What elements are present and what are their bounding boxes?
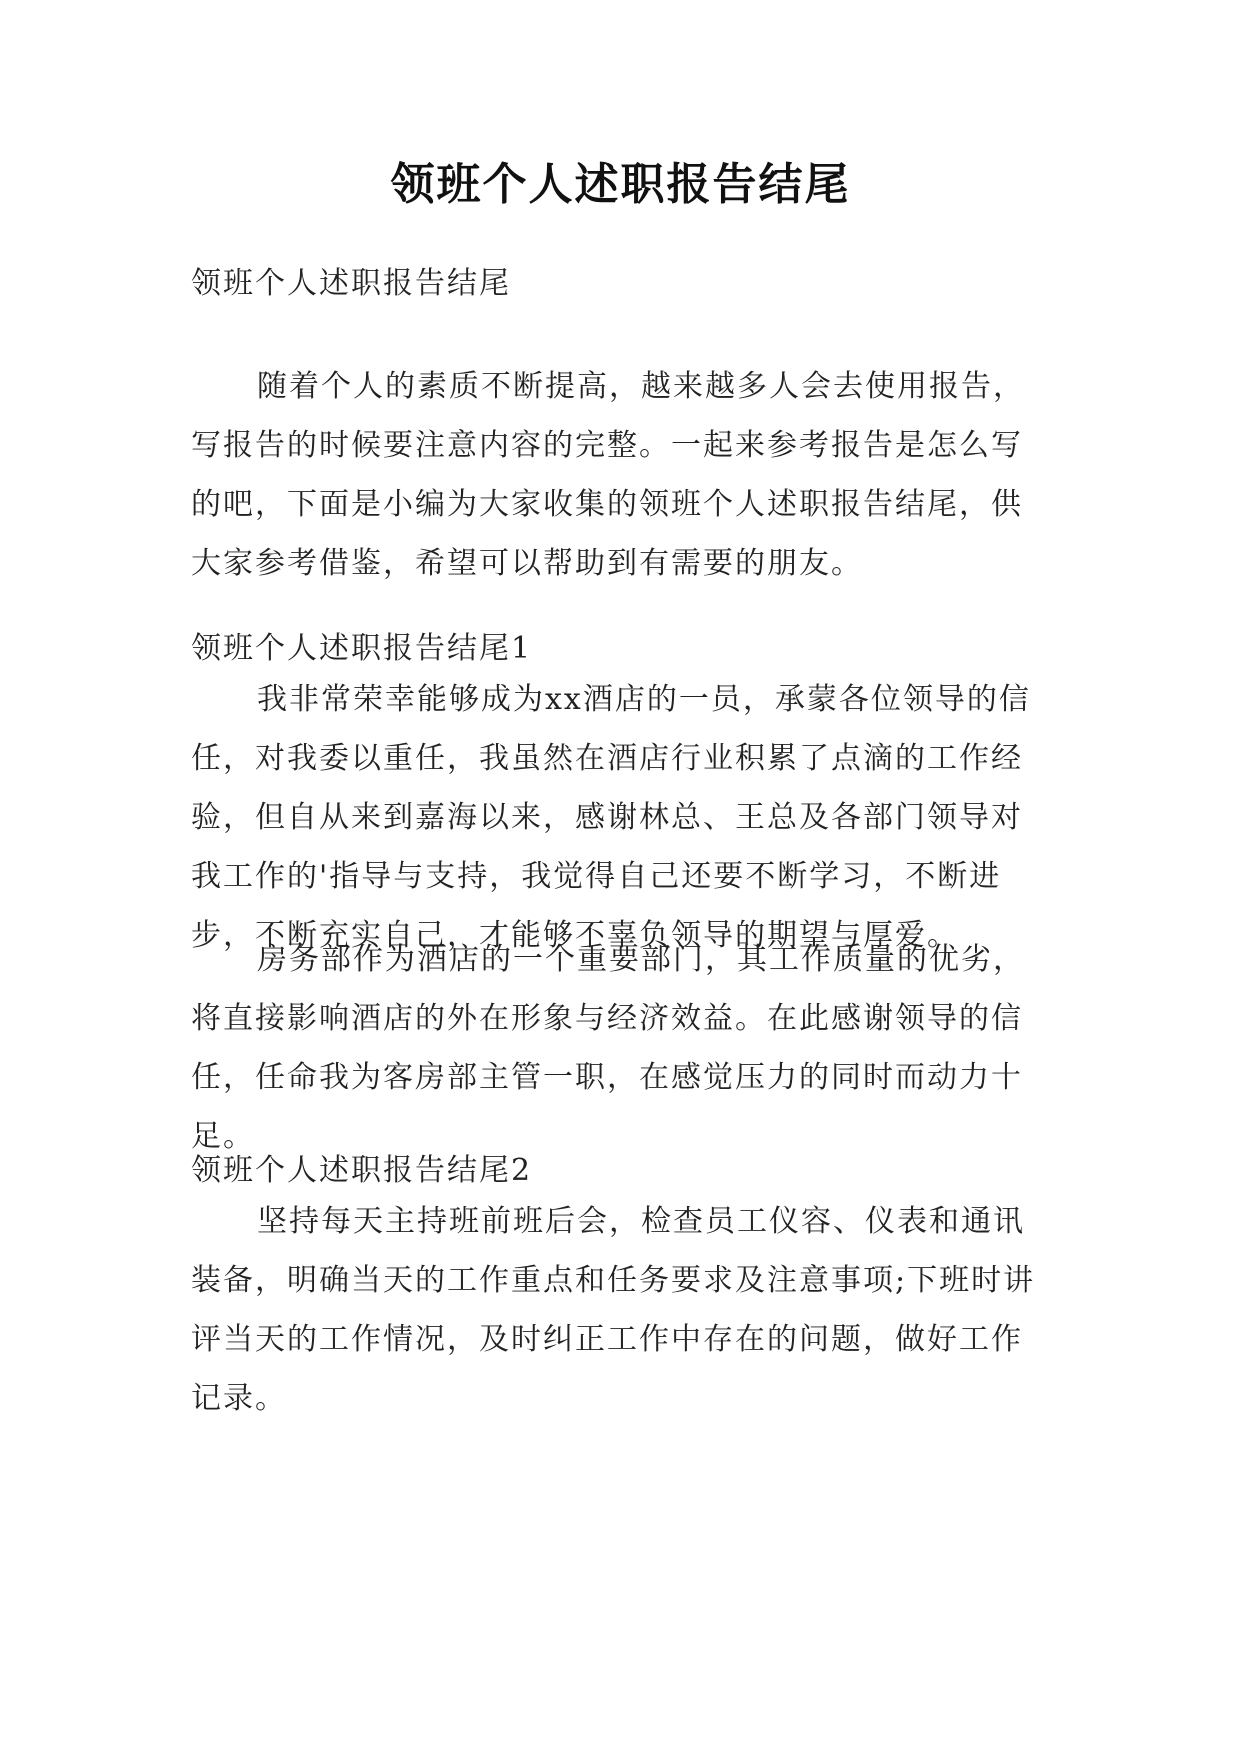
document-title: 领班个人述职报告结尾	[390, 159, 851, 210]
section-1-paragraph-2: 房务部作为酒店的一个重要部门，其工作质量的优劣，将直接影响酒店的外在形象与经济效益。在此感谢领导的信任，任命我为客房部主管一职，在感觉压力的同时而动力十足。	[191, 942, 1025, 1154]
section-2-paragraph-1: 坚持每天主持班前班后会，检查员工仪容、仪表和通讯装备，明确当天的工作重点和任务要求及注意事项;下班时讲评当天的工作情况，及时纠正工作中存在的问题，做好工作记录。	[191, 1204, 1036, 1416]
section-heading-2: 领班个人述职报告结尾2	[191, 1153, 533, 1188]
intro-paragraph: 随着个人的素质不断提高，越来越多人会去使用报告，写报告的时候要注意内容的完整。一起来参考报告是怎么写的吧，下面是小编为大家收集的领班个人述职报告结尾，供大家参考借鉴，希望可以帮助到有需要的朋友。	[191, 369, 1025, 581]
section-1-paragraph-1: 我非常荣幸能够成为xx酒店的一员，承蒙各位领导的信任，对我委以重任，我虽然在酒店行业积累了点滴的工作经验，但自从来到嘉海以来，感谢林总、王总及各部门领导对我工作的'指导与支持，我觉得自己还要不断学习，不断进步，不断充实自己，才能够不辜负领导的期望与厚爱。	[191, 682, 1031, 953]
section-heading-1: 领班个人述职报告结尾1	[191, 631, 533, 666]
document-subtitle: 领班个人述职报告结尾	[191, 266, 511, 301]
